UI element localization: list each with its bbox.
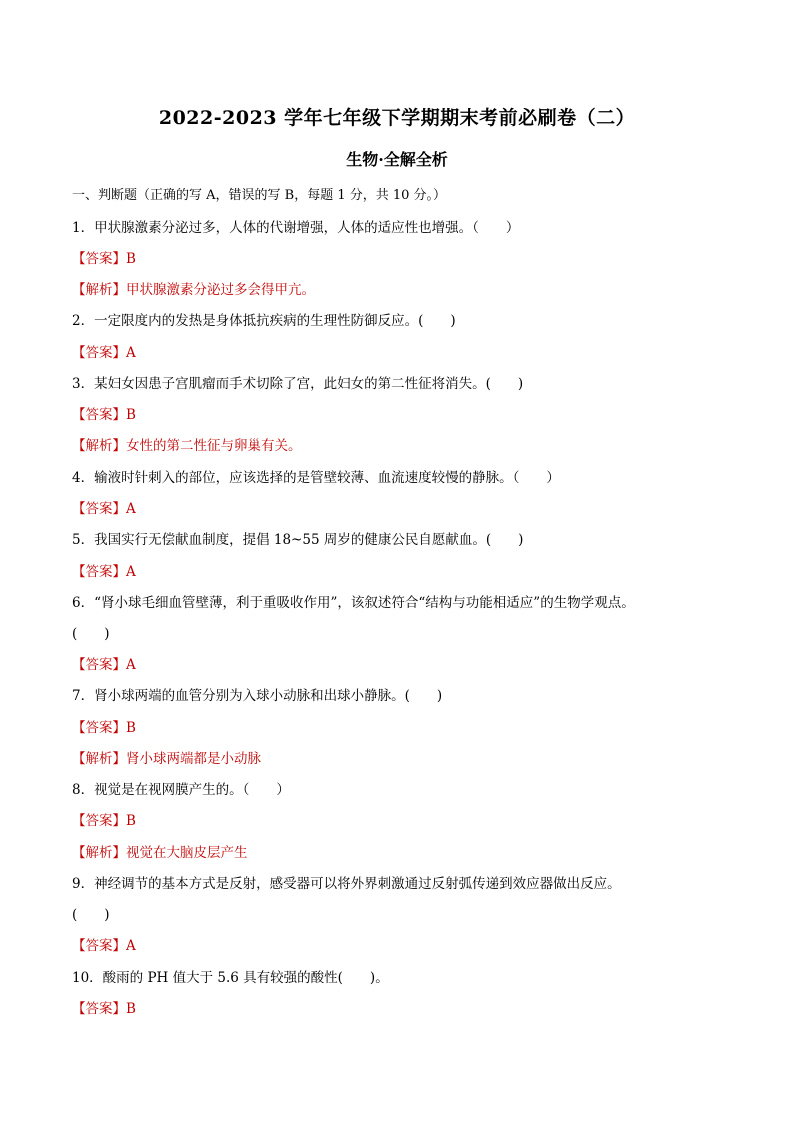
question-6: 6．“肾小球毛细血管壁薄，利于重吸收作用”，该叙述符合“结构与功能相适应”的生物学观点。 <box>72 595 635 611</box>
answer-value: A <box>126 564 136 580</box>
answer-value: A <box>126 938 136 954</box>
document-title: 2022-2023 学年七年级下学期期末考前必刷卷（二） <box>158 107 636 129</box>
answer-tag: 【答案】 <box>72 501 126 517</box>
answer-9 <box>72 934 136 954</box>
question-5: 5．我国实行无偿献血制度，提倡 18~55 周岁的健康公民自愿献血。( ) <box>72 532 524 548</box>
answer-value: A <box>126 345 136 361</box>
question-2: 2．一定限度内的发热是身体抵抗疾病的生理性防御反应。( ) <box>72 313 456 329</box>
answer-4 <box>72 497 136 517</box>
question-7: 7．肾小球两端的血管分别为入球小动脉和出球小静脉。( ) <box>72 688 443 704</box>
answer-2 <box>72 341 136 361</box>
answer-tag: 【答案】 <box>72 251 126 267</box>
explanation-text: 女性的第二性征与卵巢有关。 <box>126 438 302 454</box>
answer-value: B <box>126 720 136 736</box>
answer-value: B <box>126 251 136 267</box>
question-9-blank: ( ) <box>72 907 110 923</box>
explanation-text: 视觉在大脑皮层产生 <box>126 845 248 861</box>
question-6-blank: ( ) <box>72 626 110 642</box>
answer-tag: 【答案】 <box>72 407 126 423</box>
explanation-text: 肾小球两端都是小动脉 <box>126 751 261 767</box>
explanation-tag: 【解析】 <box>72 438 126 454</box>
question-8: 8．视觉是在视网膜产生的。（ ） <box>72 782 290 798</box>
question-3: 3．某妇女因患子宫肌瘤而手术切除了宫，此妇女的第二性征将消失。( ) <box>72 376 524 392</box>
section-heading: 一、判断题（正确的写 A，错误的写 B，每题 1 分，共 10 分。） <box>72 188 447 203</box>
question-1: 1．甲状腺激素分泌过多，人体的代谢增强，人体的适应性也增强。（ ） <box>72 220 520 236</box>
explanation-tag: 【解析】 <box>72 751 126 767</box>
answer-tag: 【答案】 <box>72 720 126 736</box>
explanation-text: 甲状腺激素分泌过多会得甲亢。 <box>126 282 315 298</box>
answer-value: A <box>126 501 136 517</box>
explanation-1 <box>72 278 315 298</box>
answer-1 <box>72 247 136 267</box>
answer-value: B <box>126 813 136 829</box>
explanation-8 <box>72 841 248 861</box>
answer-5 <box>72 560 136 580</box>
answer-6 <box>72 653 136 673</box>
answer-tag: 【答案】 <box>72 657 126 673</box>
answer-value: A <box>126 657 136 673</box>
document-subtitle: 生物·全解全析 <box>346 150 448 169</box>
question-4: 4．输液时针刺入的部位，应该选择的是管壁较薄、血流速度较慢的静脉。（ ） <box>72 470 560 486</box>
question-9: 9．神经调节的基本方式是反射，感受器可以将外界刺激通过反射弧传递到效应器做出反应。 <box>72 876 621 892</box>
explanation-3 <box>72 434 302 454</box>
answer-value: B <box>126 407 136 423</box>
answer-tag: 【答案】 <box>72 345 126 361</box>
question-10: 10．酸雨的 PH 值大于 5.6 具有较强的酸性( )。 <box>72 970 389 986</box>
explanation-7 <box>72 747 261 767</box>
answer-tag: 【答案】 <box>72 564 126 580</box>
answer-tag: 【答案】 <box>72 938 126 954</box>
answer-tag: 【答案】 <box>72 813 126 829</box>
answer-tag: 【答案】 <box>72 1001 126 1017</box>
answer-3 <box>72 403 136 423</box>
answer-10 <box>72 997 136 1017</box>
answer-8 <box>72 809 136 829</box>
explanation-tag: 【解析】 <box>72 845 126 861</box>
answer-7 <box>72 716 136 736</box>
answer-value: B <box>126 1001 136 1017</box>
explanation-tag: 【解析】 <box>72 282 126 298</box>
